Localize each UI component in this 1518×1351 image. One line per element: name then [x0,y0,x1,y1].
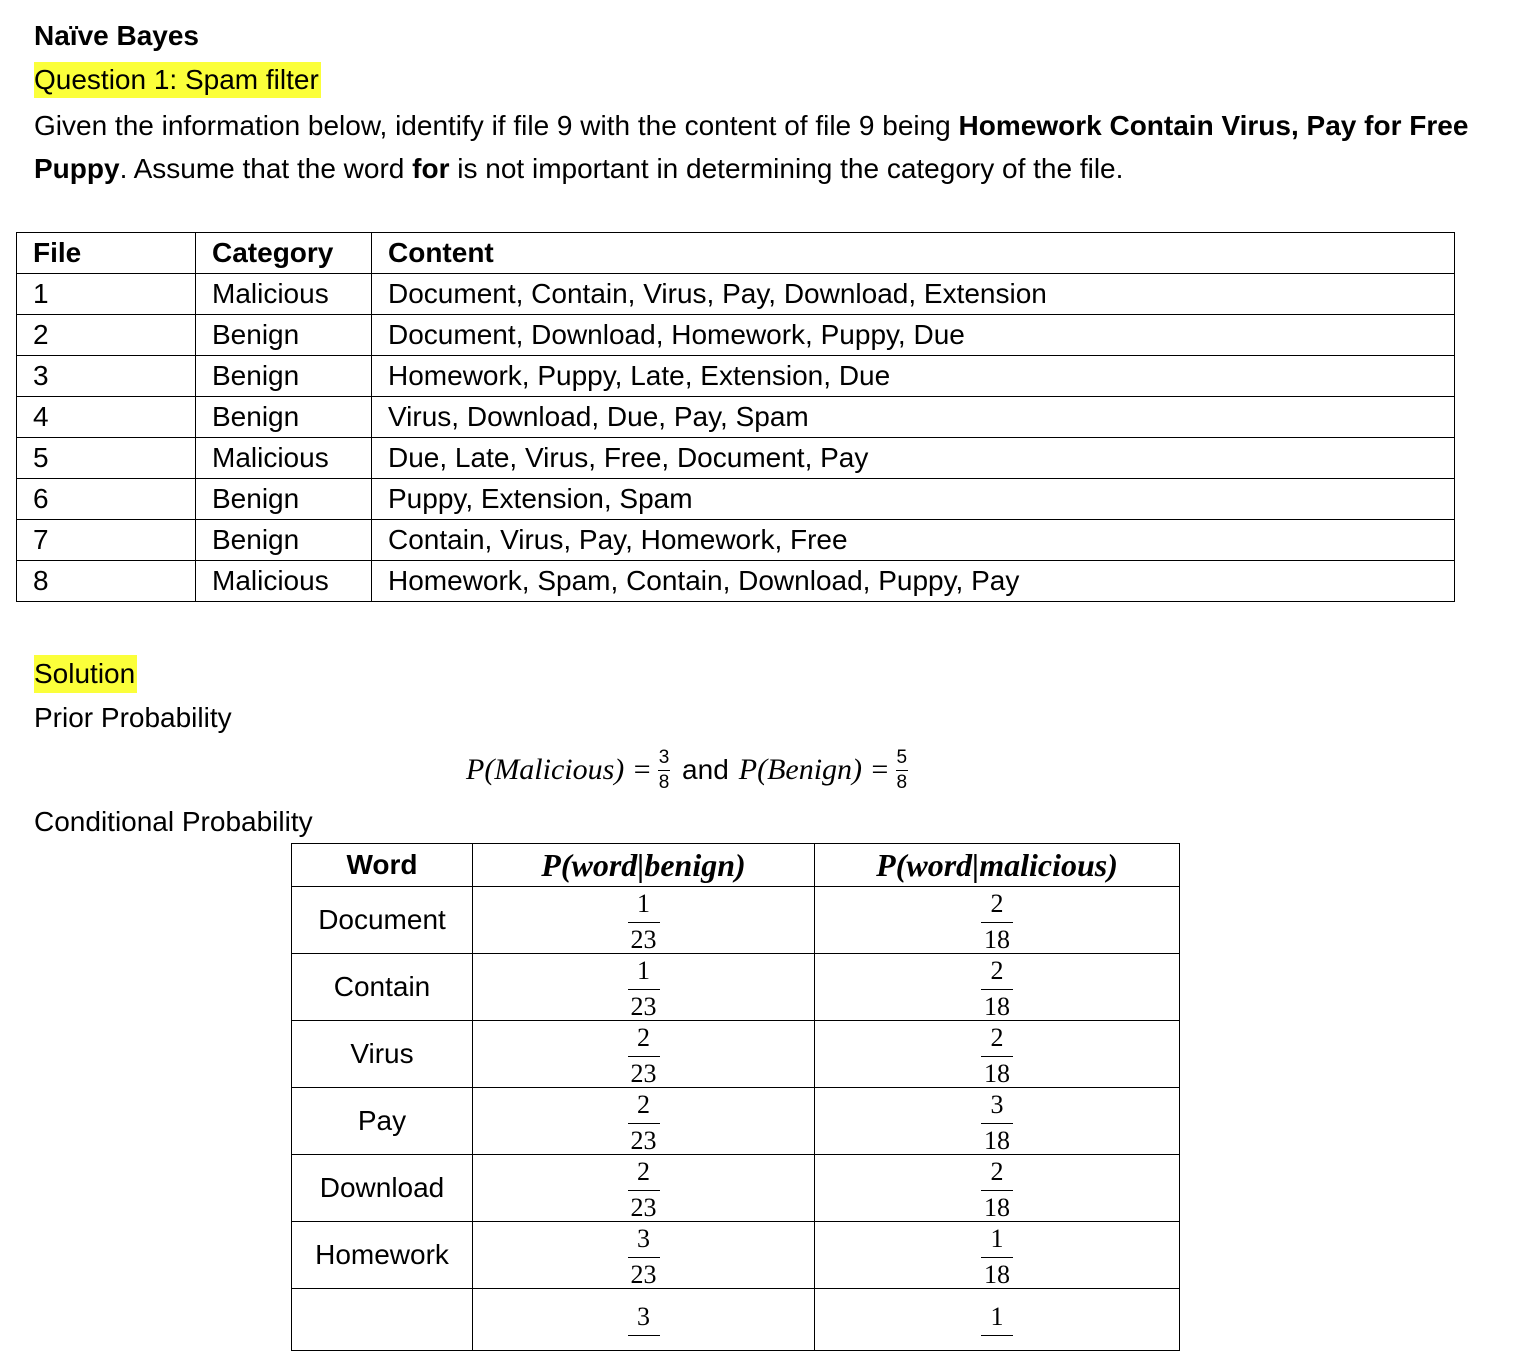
file-content-cell: Puppy, Extension, Spam [372,479,1455,520]
file-row [17,479,1455,520]
file-category-cell: Benign [196,356,372,397]
file-category-cell: Malicious [196,561,372,602]
file-number-cell: 2 [17,315,196,356]
fraction-bar [981,922,1013,923]
file-category-cell: Malicious [196,274,372,315]
fraction-bar [628,922,660,923]
fraction [981,1158,1013,1221]
file-number-cell: 8 [17,561,196,602]
fraction-numerator: 3 [990,1090,1004,1119]
fraction-denominator: 23 [630,1193,657,1222]
fraction-numerator: 2 [990,956,1004,985]
fraction-denominator: 23 [630,925,657,954]
fraction-denominator: 8 [658,771,670,793]
fraction-denominator: 18 [984,1193,1010,1222]
fraction-bar [981,1123,1013,1124]
fraction-numerator: 2 [990,1023,1004,1052]
p-benign-cell [473,1289,815,1351]
cond-row [292,1155,1180,1222]
fraction-bar [628,1335,660,1336]
question-label: Question 1: Spam filter [34,62,321,98]
file-category-cell: Benign [196,315,372,356]
word-cell: Contain [292,954,473,1021]
cond-table-header [292,844,1180,887]
question-text-part: Given the information below, identify if file 9 with the content of file 9 being [34,110,959,141]
header-category: Category [196,233,372,274]
fraction-denominator: 23 [630,1260,657,1289]
cond-row [292,887,1180,954]
file-row [17,520,1455,561]
prior-benign-fraction [896,748,908,793]
word-cell: Download [292,1155,473,1222]
question-text-part: . Assume that the word [119,153,413,184]
files-table-header [17,233,1455,274]
fraction [628,1024,660,1087]
header-p-word-malicious: P(word|malicious) [815,844,1180,887]
fraction [628,890,660,953]
fraction-denominator: 18 [984,1126,1010,1155]
p-benign-cell [473,1021,815,1088]
p-benign-cell [473,1155,815,1222]
cond-row [292,1021,1180,1088]
p-benign-cell [473,1222,815,1289]
fraction-numerator: 3 [658,746,670,768]
p-malicious-cell [815,1088,1180,1155]
fraction-bar [628,1056,660,1057]
file-number-cell: 1 [17,274,196,315]
fraction [981,1303,1013,1339]
files-table [16,232,1455,602]
file-category-cell: Malicious [196,438,372,479]
file-content-cell: Homework, Spam, Contain, Download, Puppy, Pay [372,561,1455,602]
p-malicious-cell [815,954,1180,1021]
fraction-numerator: 2 [637,1023,650,1052]
conditional-probability-table [291,843,1180,1351]
word-cell: Virus [292,1021,473,1088]
document-title: Naïve Bayes [34,20,200,51]
fraction-denominator: 18 [984,1059,1010,1088]
fraction-numerator: 1 [637,956,650,985]
file-row [17,397,1455,438]
fraction [628,1303,660,1339]
prior-equation [466,740,914,800]
file-row [17,315,1455,356]
file-content-cell: Virus, Download, Due, Pay, Spam [372,397,1455,438]
fraction-bar [981,1056,1013,1057]
fraction [981,1024,1013,1087]
question-bold-content: Homework Contain Virus, Pay for Free Puppy [34,110,1469,184]
fraction-numerator: 3 [637,1224,650,1253]
fraction-bar [981,1190,1013,1191]
fraction [628,1091,660,1154]
word-cell: Homework [292,1222,473,1289]
fraction-numerator: 1 [990,1302,1004,1331]
file-category-cell: Benign [196,479,372,520]
file-row [17,356,1455,397]
fraction [981,890,1013,953]
file-content-cell: Contain, Virus, Pay, Homework, Free [372,520,1455,561]
header-word: Word [292,844,473,887]
prior-and-text: and [682,754,729,785]
p-malicious-cell [815,1155,1180,1222]
cond-row [292,954,1180,1021]
fraction-numerator: 1 [637,889,650,918]
fraction-bar [981,1335,1013,1336]
fraction-denominator: 8 [896,771,908,793]
p-benign-cell [473,1088,815,1155]
p-benign-cell [473,887,815,954]
file-row [17,274,1455,315]
fraction-denominator: 23 [630,992,657,1021]
fraction-bar [628,1123,660,1124]
file-row [17,561,1455,602]
p-malicious-cell [815,887,1180,954]
fraction [981,1091,1013,1154]
cond-row [292,1222,1180,1289]
question-text-part: is not important in determining the category of the file. [449,153,1124,184]
fraction-bar [628,989,660,990]
file-number-cell: 4 [17,397,196,438]
prior-probability-label: Prior Probability [34,702,232,733]
file-number-cell: 3 [17,356,196,397]
cond-row [292,1289,1180,1351]
fraction-numerator: 2 [990,889,1004,918]
question-bold-word: for [412,153,450,184]
file-content-cell: Document, Download, Homework, Puppy, Due [372,315,1455,356]
solution-label: Solution [34,655,137,693]
fraction-bar [981,1257,1013,1258]
word-cell: Document [292,887,473,954]
fraction [981,1225,1013,1288]
fraction-bar [628,1190,660,1191]
p-benign-cell [473,954,815,1021]
fraction-numerator: 1 [990,1224,1004,1253]
fraction-denominator: 18 [984,925,1010,954]
fraction-denominator: 18 [984,992,1010,1021]
file-row [17,438,1455,479]
p-malicious-cell [815,1021,1180,1088]
question-text [34,104,1474,190]
header-content: Content [372,233,1455,274]
file-content-cell: Document, Contain, Virus, Pay, Download, Extension [372,274,1455,315]
fraction [628,1158,660,1221]
fraction-numerator: 2 [990,1157,1004,1186]
fraction-numerator: 3 [637,1302,650,1331]
fraction-numerator: 2 [637,1090,650,1119]
fraction [628,957,660,1020]
word-cell [292,1289,473,1351]
fraction-denominator: 23 [630,1059,657,1088]
header-p-word-benign: P(word|benign) [473,844,815,887]
file-number-cell: 7 [17,520,196,561]
fraction [981,957,1013,1020]
prior-malicious-fraction [658,748,670,793]
p-malicious-cell [815,1289,1180,1351]
header-file: File [17,233,196,274]
p-malicious-cell [815,1222,1180,1289]
prior-benign-lhs: P(Benign) = [738,753,890,786]
file-content-cell: Due, Late, Virus, Free, Document, Pay [372,438,1455,479]
fraction-bar [628,1257,660,1258]
fraction-numerator: 5 [896,746,908,768]
fraction-denominator: 18 [984,1260,1010,1289]
file-category-cell: Benign [196,520,372,561]
fraction-numerator: 2 [637,1157,650,1186]
file-number-cell: 6 [17,479,196,520]
file-number-cell: 5 [17,438,196,479]
fraction-bar [981,989,1013,990]
file-content-cell: Homework, Puppy, Late, Extension, Due [372,356,1455,397]
cond-row [292,1088,1180,1155]
fraction-bar [896,770,908,771]
prior-malicious-lhs: P(Malicious) = [466,753,653,786]
fraction-bar [658,770,670,771]
conditional-probability-label: Conditional Probability [34,806,313,837]
word-cell: Pay [292,1088,473,1155]
fraction-denominator: 23 [630,1126,657,1155]
file-category-cell: Benign [196,397,372,438]
fraction [628,1225,660,1288]
